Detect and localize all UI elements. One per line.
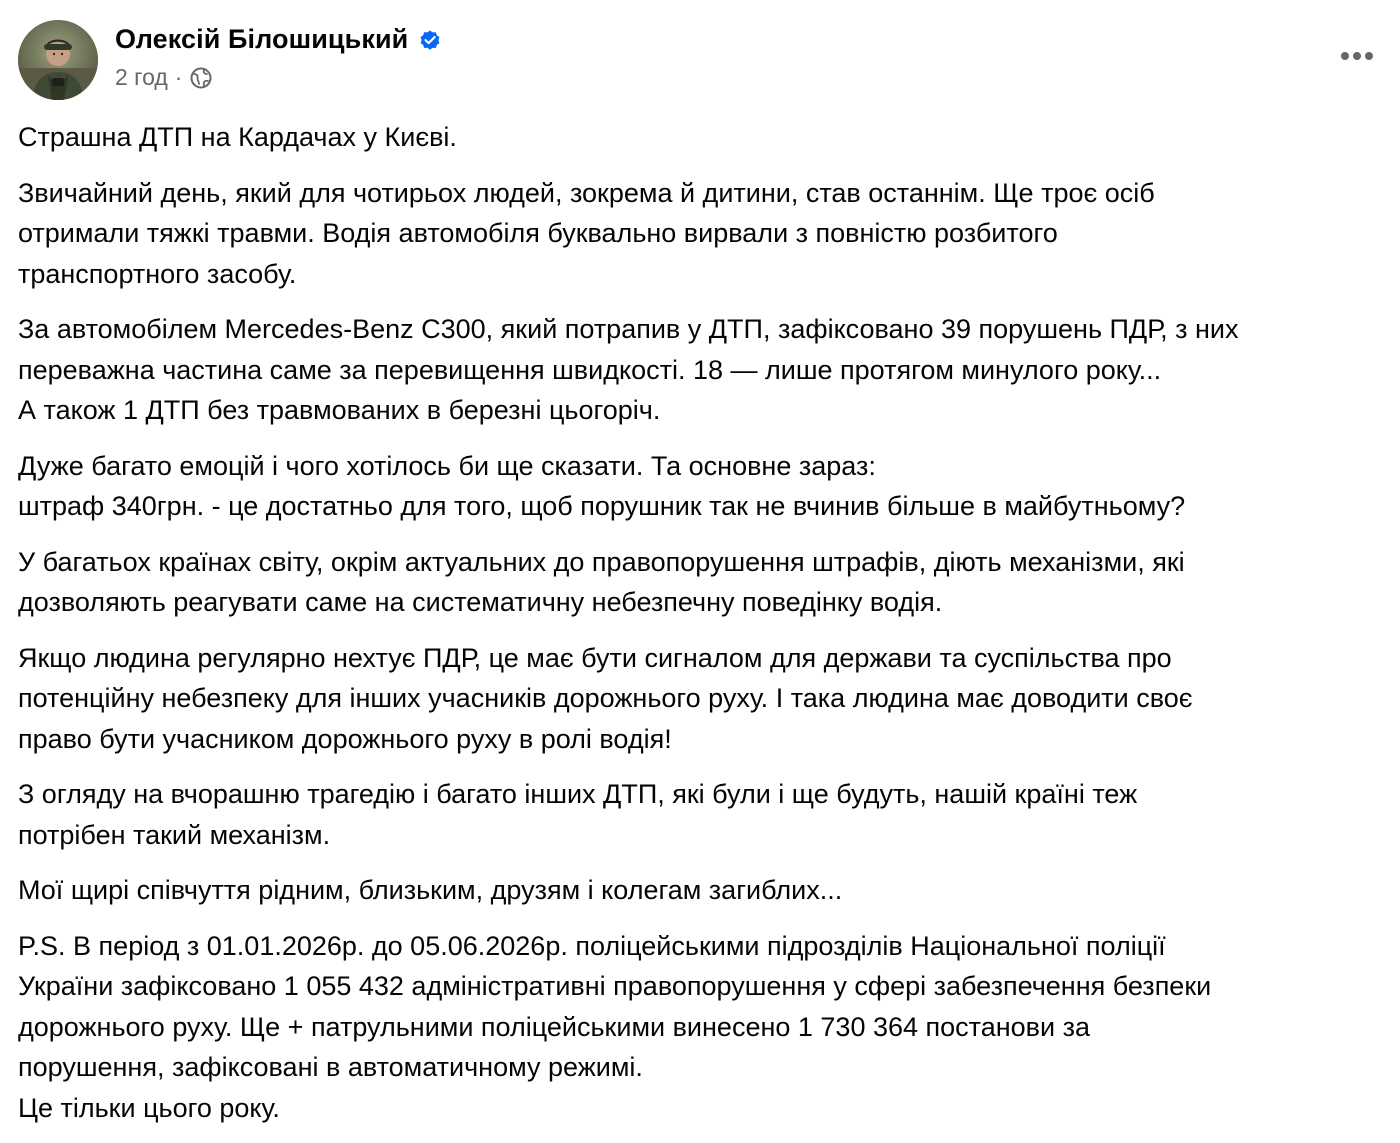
verified-badge-icon xyxy=(418,28,442,52)
post-paragraph: Мої щирі співчуття рідним, близьким, друзям і колегам загиблих... xyxy=(18,875,843,905)
author-row xyxy=(115,18,442,60)
post-meta xyxy=(115,64,442,91)
globe-icon[interactable] xyxy=(189,66,213,90)
post-paragraph: P.S. В період з 01.01.2026р. до 05.06.2026р. поліцейськими підрозділів Національної поліції України зафіксовано 1 055 432 адміністративні правопорушення у сфері забезпечення безпеки дорожнього руху. Ще + патрульними поліцейськими винесено 1 730 364 постанови за порушення, зафіксовані в автоматичному режимі. Це тільки цього року. xyxy=(18,930,1212,1123)
post-paragraph: Звичайний день, який для чотирьох людей, зокрема й дитини, став останнім. Ще троє осіб отримали тяжкі травми. Водія автомобіля буквально вирвали з повністю розбитого транспортного засобу. xyxy=(18,177,1155,289)
post-paragraph: З огляду на вчорашню трагедію і багато інших ДТП, які були і ще будуть, нашій країні теж потрібен такий механізм. xyxy=(18,779,1138,850)
author-name[interactable]: Олексій Білошицький xyxy=(115,23,409,54)
post-body xyxy=(18,117,1382,1143)
author-avatar[interactable] xyxy=(18,20,98,100)
more-horizontal-icon xyxy=(1339,51,1375,61)
post-paragraph: Страшна ДТП на Кардачах у Києві. xyxy=(18,122,457,152)
author-block xyxy=(115,18,442,91)
meta-separator: · xyxy=(174,64,183,90)
profile-photo-icon xyxy=(18,20,98,100)
post-paragraph: Дуже багато емоцій і чого хотілось би ще сказати. Та основне зараз: штраф 340грн. - це достатньо для того, щоб порушник так не вчинив більше в майбутньому? xyxy=(18,450,1186,521)
post-paragraph: За автомобілем Mercedes-Benz C300, який потрапив у ДТП, зафіксовано 39 порушень ПДР, з них переважна частина саме за перевищення швидкості. 18 — лише протягом минулого року... А також 1 ДТП без травмованих в березні цьогоріч. xyxy=(18,314,1239,425)
more-options-button[interactable] xyxy=(1332,36,1382,76)
post-timestamp[interactable]: 2 год xyxy=(115,64,168,90)
post-paragraph: У багатьох країнах світу, окрім актуальних до правопорушення штрафів, діють механізми, які дозволяють реагувати саме на систематичну небезпечну поведінку водія. xyxy=(18,546,1185,617)
post-paragraph: Якщо людина регулярно нехтує ПДР, це має бути сигналом для держави та суспільства про потенційну небезпеку для інших учасників дорожнього руху. І така людина має доводити своє право бути учасником дорожнього руху в ролі водія! xyxy=(18,642,1193,754)
post-header xyxy=(18,18,1382,102)
